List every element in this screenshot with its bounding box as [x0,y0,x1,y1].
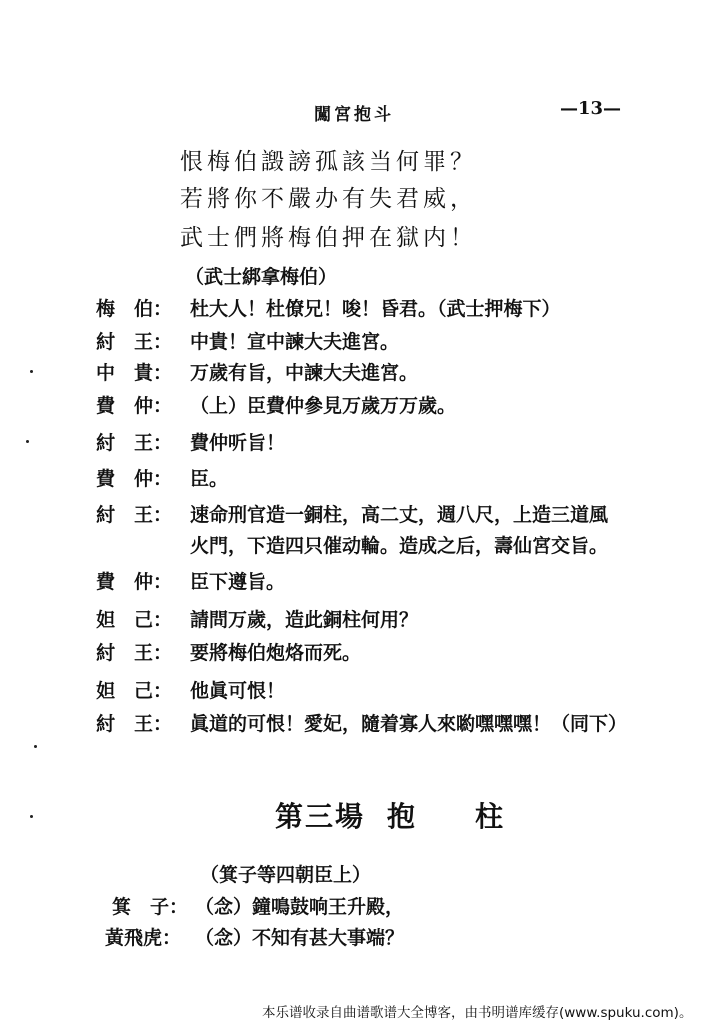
speaker: 箕 子： [112,896,189,918]
dialogue-line: 中貴！宣中諫大夫進宮。 [190,331,400,353]
speaker: 妲 己： [96,680,173,702]
page-number: —13— [560,98,622,119]
dialogue-line: 請問万歲，造此銅柱何用？ [190,609,419,631]
stage-direction: （武士綁拿梅伯） [185,266,338,288]
speaker: 紂 王： [96,331,173,353]
dialogue-line: 費仲听旨！ [190,432,286,454]
speaker: 梅 伯： [96,298,173,320]
dialogue-line: （念）不知有甚大事端？ [195,927,405,949]
dialogue-line: 眞道的可恨！愛妃，隨着寡人來喲嘿嘿嘿！（同下） [190,713,628,735]
dialogue-line: 速命刑官造一銅柱，高二丈，週八尺，上造三道風 [190,504,609,526]
dialogue-line-continued: 火門，下造四只催动輪。造成之后，壽仙宮交旨。 [190,535,609,557]
scan-speck [30,815,33,818]
scan-speck [26,440,29,443]
stage-direction: （箕子等四朝臣上） [200,864,372,886]
dialogue-line: （上）臣費仲參見万歲万万歲。 [190,395,457,417]
speaker: 紂 王： [96,432,173,454]
verse-line-2: 若將你不嚴办有失君威， [180,186,477,212]
speaker: 黃飛虎： [105,927,182,949]
speaker: 紂 王： [96,504,173,526]
dialogue-line: 臣。 [190,468,229,490]
dialogue-line: 要將梅伯炮烙而死。 [190,642,362,664]
speaker: 費 仲： [96,468,173,490]
speaker: 紂 王： [96,642,173,664]
dialogue-line: 他眞可恨！ [190,680,286,702]
speaker: 妲 己： [96,609,173,631]
verse-line-1: 恨梅伯譭謗孤該当何罪？ [180,149,477,175]
dialogue-line: 臣下遵旨。 [190,571,286,593]
scene-heading: 第三場 [275,800,366,833]
dialogue-line: 万歲有旨，中諫大夫進宮。 [190,362,419,384]
scene-name-char-2: 柱 [475,800,504,833]
source-footer: 本乐谱收录自曲谱歌谱大全博客，由书明谱库缓存(www.spuku.com)。 [262,1005,693,1021]
dialogue-line: （念）鐘鳴鼓响王升殿， [195,896,405,918]
speaker: 紂 王： [96,713,173,735]
scene-name-char-1: 抱 [387,800,416,833]
speaker: 中 貴： [96,362,173,384]
scan-speck [34,745,37,748]
speaker: 費 仲： [96,395,173,417]
speaker: 費 仲： [96,571,173,593]
scan-speck [30,370,33,373]
running-title: 闖宮抱斗 [314,105,394,125]
dialogue-line: 杜大人！杜僚兄！唆！昏君。（武士押梅下） [190,298,561,320]
verse-line-3: 武士們將梅伯押在獄内！ [180,225,477,251]
